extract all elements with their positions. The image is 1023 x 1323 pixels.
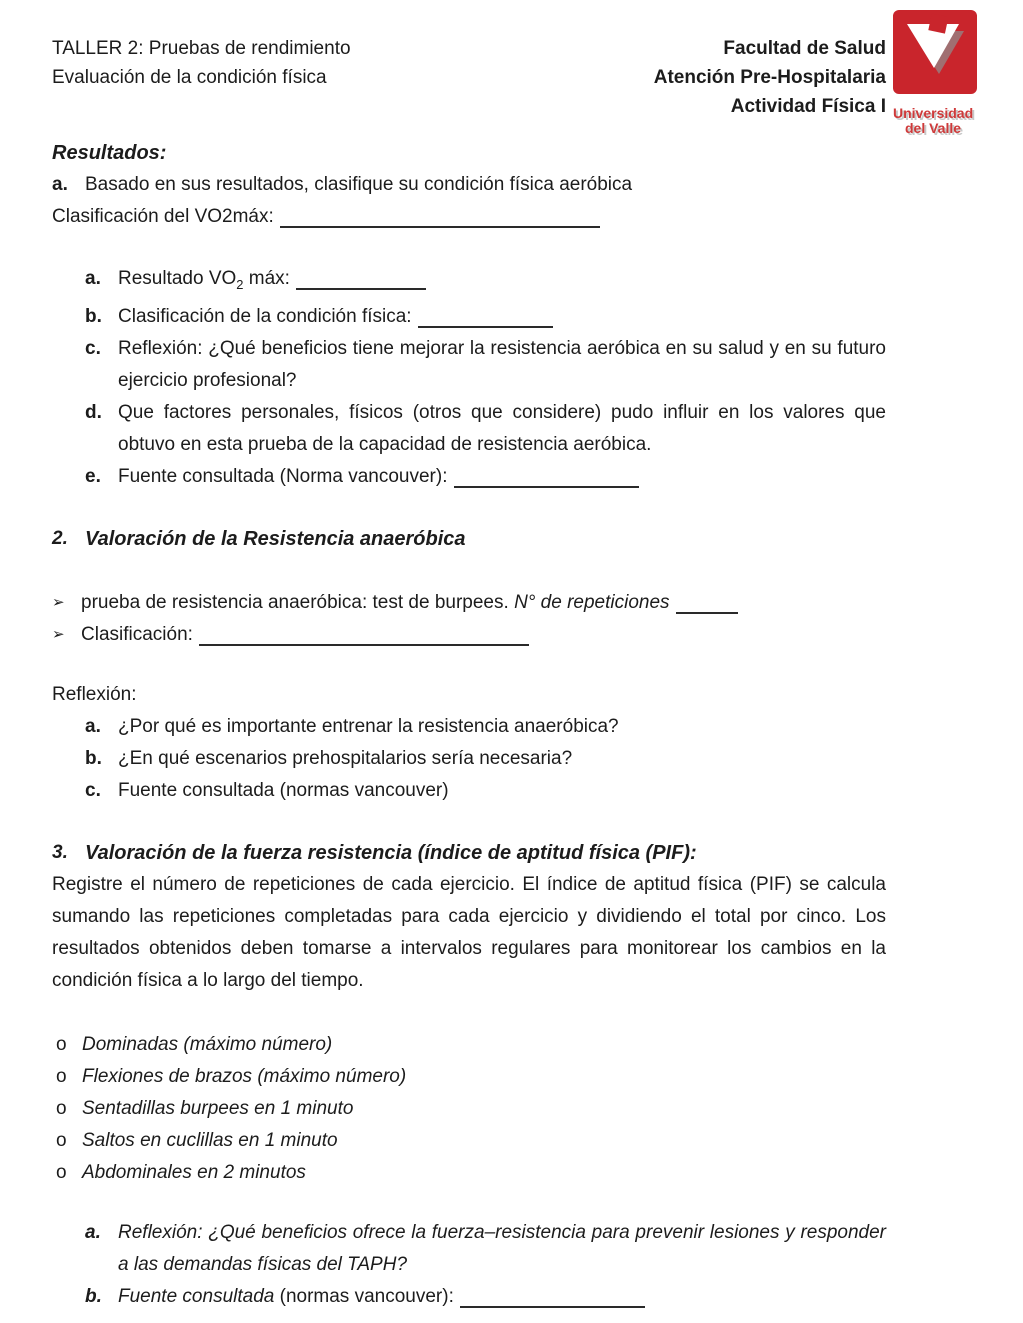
universidad-del-valle-logo: [893, 10, 993, 136]
circle-bullet-icon: o: [56, 1097, 67, 1119]
section-title: Valoración de la Resistencia anaeróbica: [85, 527, 466, 550]
blank-line: [460, 1296, 645, 1308]
list-label: a.: [85, 715, 101, 737]
bullet-text: [81, 619, 886, 651]
list-item-text: Basado en sus resultados, clasifique su condición física aeróbica: [85, 174, 633, 195]
list-item: [52, 1157, 886, 1189]
list-item: [85, 743, 886, 775]
list-item-text: [118, 1217, 886, 1281]
blank-line: [454, 476, 639, 488]
list-item: [85, 711, 886, 743]
list-label: a.: [85, 1221, 101, 1243]
list-item: [85, 397, 886, 461]
section-2-heading: [52, 523, 886, 555]
list-item: [85, 301, 886, 333]
arrow-bullet-icon: ➢: [52, 625, 65, 643]
exercise-name: Saltos en cuclillas en 1 minuto: [82, 1129, 338, 1151]
workshop-title: TALLER 2: Pruebas de rendimiento: [52, 38, 351, 59]
logo-caption-line1: Universidad: [893, 105, 974, 121]
exercise-list: [52, 1029, 886, 1189]
results-sub-list: [85, 263, 886, 493]
reflexion-list: [85, 711, 886, 807]
list-item-text: [118, 461, 886, 493]
arrow-bullet-icon: ➢: [52, 593, 65, 611]
pif-description-paragraph: Registre el número de repeticiones de cada ejercicio. El índice de aptitud física (PIF) se calcula sumando las repeticiones completadas para cada ejercicio y dividiendo el total por cinco. Los resultados obtenidos deben tomarse a intervalos regulares para monitorear los cambios en la condición física a lo largo del tiempo.: [52, 873, 886, 991]
list-label: c.: [85, 337, 101, 359]
list-item: [52, 1029, 886, 1061]
results-item-a: [52, 169, 886, 201]
anaerobic-bullet-list: [52, 587, 886, 651]
list-label: a.: [85, 268, 101, 289]
item-text: Clasificación de la condición física:: [118, 305, 412, 327]
blank-line: [280, 216, 600, 228]
list-item: [52, 1125, 886, 1157]
list-item-text: [118, 301, 886, 333]
vo2-prefix: Resultado VO: [118, 268, 237, 289]
faculty-name: Facultad de Salud: [723, 38, 886, 59]
circle-bullet-icon: o: [56, 1065, 67, 1087]
circle-bullet-icon: o: [56, 1033, 67, 1055]
list-item-text: Fuente consultada (normas vancouver): [118, 779, 449, 801]
list-item-text: ¿En qué escenarios prehospitalarios sería necesaria?: [118, 747, 573, 769]
blank-line: [418, 316, 553, 328]
item-text: Fuente consultada (Norma vancouver):: [118, 465, 448, 487]
list-item: [85, 775, 886, 807]
program-name: Atención Pre-Hospitalaria: [653, 67, 886, 88]
list-item-text: ¿Por qué es importante entrenar la resistencia anaeróbica?: [118, 715, 619, 737]
list-item-text: Reflexión: ¿Qué beneficios tiene mejorar la resistencia aeróbica en su salud y en su futuro ejercicio profesional?: [118, 337, 886, 391]
item-text-italic: Fuente consultada: [118, 1285, 275, 1307]
list-label: e.: [85, 465, 101, 487]
blank-line: [199, 634, 529, 646]
document-header: [52, 34, 886, 121]
list-label: b.: [85, 747, 102, 769]
section-title: Valoración de la fuerza resistencia (índice de aptitud física (PIF):: [85, 841, 697, 864]
logo-mark-icon: [893, 10, 977, 94]
exercise-name: Sentadillas burpees en 1 minuto: [82, 1097, 354, 1119]
logo-caption: [893, 106, 993, 136]
circle-bullet-icon: o: [56, 1161, 67, 1183]
vo2max-classification-label: Clasificación del VO2máx:: [52, 206, 274, 227]
course-name: Actividad Física I: [730, 96, 886, 117]
workshop-subtitle: Evaluación de la condición física: [52, 67, 327, 88]
list-item-text: [118, 263, 886, 301]
list-item: [52, 619, 886, 651]
bullet-text-normal: Clasificación:: [81, 623, 193, 645]
list-label: c.: [85, 779, 101, 801]
vo2-suffix: máx:: [243, 268, 290, 289]
list-item: [52, 587, 886, 619]
final-list: [85, 1217, 886, 1313]
list-label: d.: [85, 401, 102, 423]
list-item-text: [118, 1281, 886, 1313]
list-item: [85, 461, 886, 493]
exercise-name: Flexiones de brazos (máximo número): [82, 1065, 407, 1087]
section-number: 3.: [52, 841, 68, 863]
bullet-text-italic: N° de repeticiones: [514, 591, 670, 613]
circle-bullet-icon: o: [56, 1129, 67, 1151]
list-item: [52, 1093, 886, 1125]
blank-line: [296, 278, 426, 290]
bullet-text-normal: prueba de resistencia anaeróbica: test de burpees.: [81, 591, 515, 613]
header-right: [654, 34, 886, 121]
list-item-text: Que factores personales, físicos (otros que considere) pudo influir en los valores que obtuvo en esta prueba de la capacidad de resistencia aeróbica.: [118, 401, 886, 455]
list-label: a.: [52, 174, 68, 195]
header-left: [52, 34, 351, 121]
section-3-heading: [52, 837, 886, 869]
list-item: [85, 1217, 886, 1281]
vo2max-classification-line: [52, 201, 886, 233]
bullet-text: [81, 587, 886, 619]
logo-caption-line2: del Valle: [905, 120, 962, 136]
list-label: b.: [85, 305, 102, 327]
list-item: [85, 1281, 886, 1313]
list-item: [52, 1061, 886, 1093]
list-item: [85, 333, 886, 397]
item-text-normal: (normas vancouver):: [274, 1285, 454, 1307]
reflexion-heading: Reflexión:: [52, 683, 137, 705]
exercise-name: Abdominales en 2 minutos: [82, 1161, 306, 1183]
results-heading: Resultados:: [52, 142, 167, 164]
blank-line: [676, 602, 738, 614]
list-label: b.: [85, 1285, 102, 1307]
list-item: [85, 263, 886, 301]
exercise-name: Dominadas (máximo número): [82, 1033, 333, 1055]
item-text-italic: Reflexión: ¿Qué beneficios ofrece la fuerza–resistencia para prevenir lesiones y responder a las demandas físicas del TAPH?: [118, 1221, 886, 1275]
vo2-subscript: 2: [236, 276, 244, 292]
section-number: 2.: [52, 527, 68, 549]
